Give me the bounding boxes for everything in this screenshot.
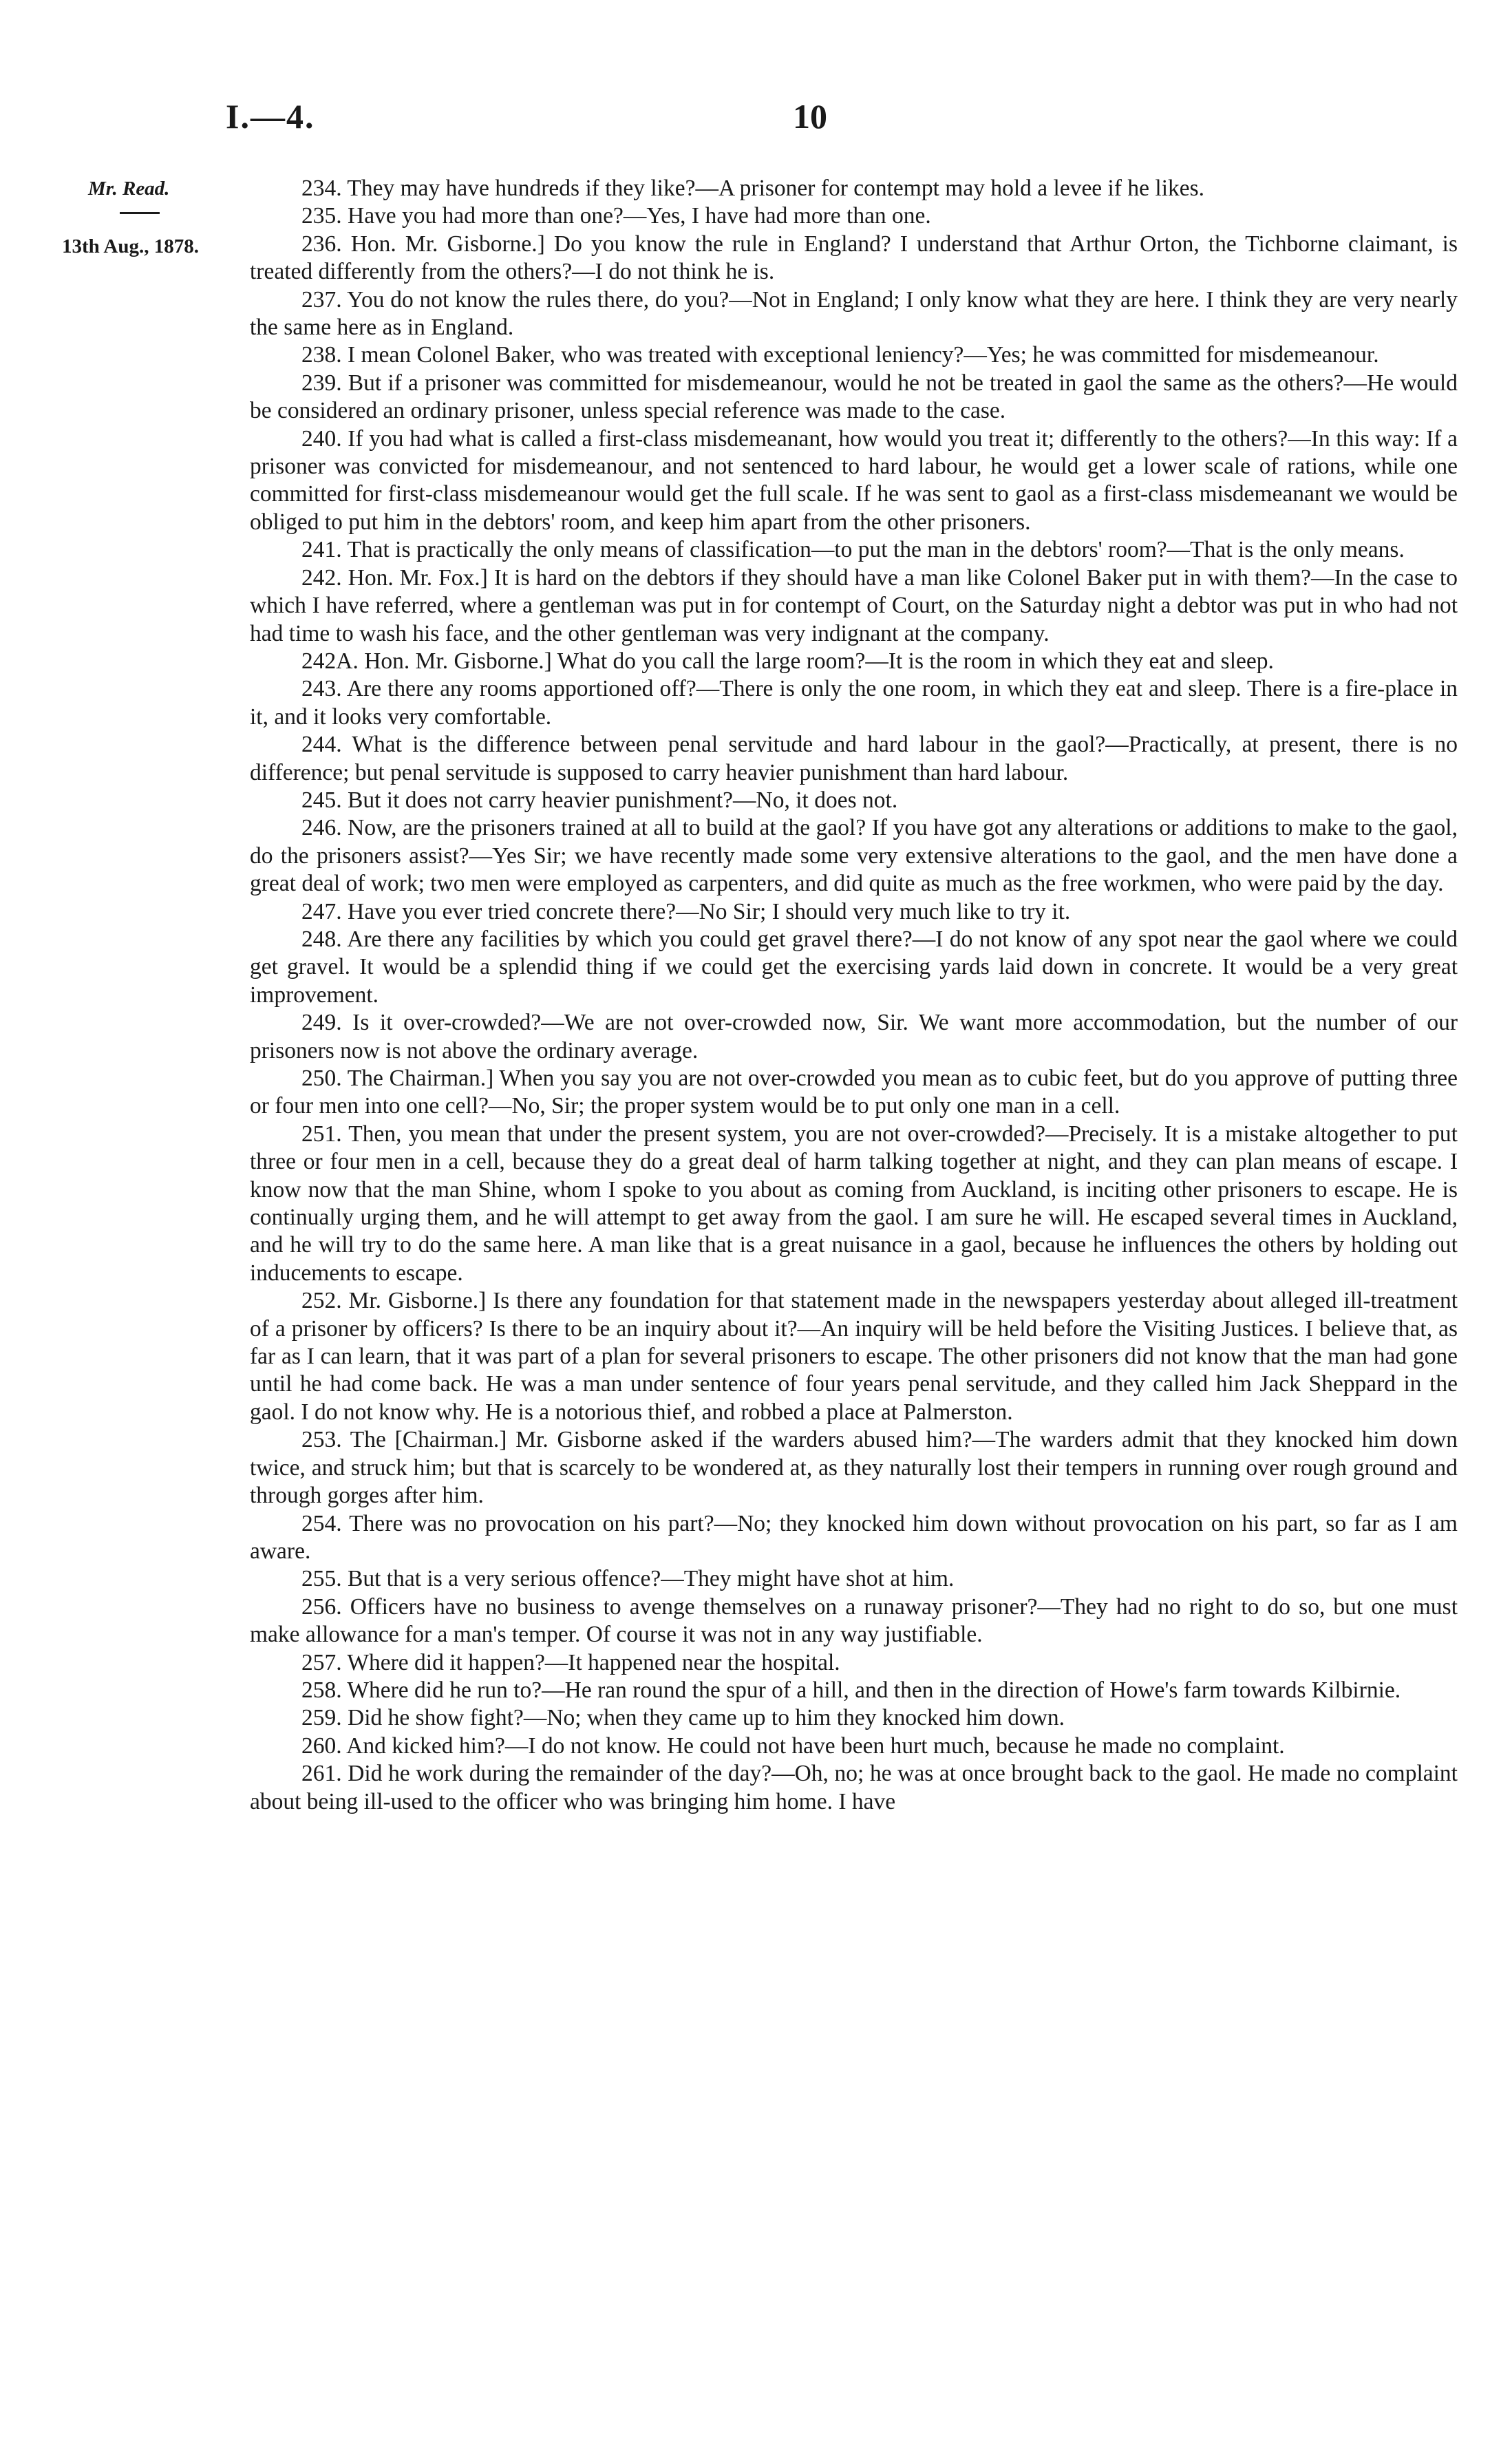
page-number: 10 <box>793 97 827 136</box>
paragraph-236: 236. Hon. Mr. Gisborne.] Do you know the rule in England? I understand that Arthur Orton, the Tichborne claimant, is treated differently from the others?—I do not think he is. <box>250 231 1458 285</box>
evidence-text <box>250 175 1458 1816</box>
paragraph-243: 243. Are there any rooms apportioned off?—There is only the one room, in which they eat and sleep. There is a fire-place in it, and it looks very comfortable. <box>250 676 1458 730</box>
paragraph-246: 246. Now, are the prisoners trained at all to build at the gaol? If you have got any alterations or additions to make to the gaol, do the prisoners assist?—Yes Sir; we have recently made some very extensive alterations to the gaol, and the men have done a great deal of work; two men were employed as carpenters, and did quite as much as the free workmen, who were paid by the day. <box>250 815 1458 897</box>
paragraph-248: 248. Are there any facilities by which you could get gravel there?—I do not know of any spot near the gaol where we could get gravel. It would be a splendid thing if we could get the exercising yards laid down in concrete. It would be a very great improvement. <box>250 926 1458 1008</box>
paragraph-237: 237. You do not know the rules there, do you?—Not in England; I only know what they are here. I think they are very nearly the same here as in England. <box>250 286 1458 341</box>
paragraph-256: 256. Officers have no business to avenge themselves on a runaway prisoner?—They had no right to do so, but one must make allowance for a man's temper. Of course it was not in any way justifiable. <box>250 1593 1458 1648</box>
paragraph-255: 255. But that is a very serious offence?—They might have shot at him. <box>301 1566 955 1592</box>
paragraph-257: 257. Where did it happen?—It happened near the hospital. <box>301 1649 840 1675</box>
paragraph-240: 240. If you had what is called a first-class misdemeanant, how would you treat it; differently to the others?—In this way: If a prisoner was convicted for misdemeanour, and not sentenced to hard labour, he would get a lower scale of rations, while one committed for first-class misdemeanour would get the full scale. If he was sent to gaol as a first-class misdemeanant we would be obliged to put him in the debtors' room, and keep him apart from the other prisoners. <box>250 425 1458 535</box>
paragraph-252: 252. Mr. Gisborne.] Is there any foundation for that statement made in the newspapers yesterday about alleged ill-treatment of a prisoner by officers? Is there to be an inquiry about it?—An inquiry will be held before the Visiting Justices. I believe that, as far as I can learn, that it was part of a plan for several prisoners to escape. The other prisoners did not know that the man had gone until he had come back. He was a man under sentence of four years penal servitude, and they called him Jack Sheppard in the gaol. I do not know why. He is a notorious thief, and robbed a place at Palmerston. <box>250 1288 1458 1425</box>
paragraph-251: 251. Then, you mean that under the present system, you are not over-crowded?—Precisely. It is a mistake altogether to put three or four men in a cell, because they do a great deal of harm talking together at night, and they can plan means of escape. I know now that the man Shine, whom I spoke to you about as coming from Auckland, is inciting other prisoners to escape. He is continually urging them, and he will attempt to get away from the gaol. I am sure he will. He escaped several times in Auckland, and he will try to do the same here. A man like that is a great nuisance in a gaol, because he influences the others by holding out inducements to escape. <box>250 1121 1458 1286</box>
paragraph-258: 258. Where did he run to?—He ran round the spur of a hill, and then in the direction of Howe's farm towards Kilbirnie. <box>301 1677 1401 1703</box>
margin-date: 13th Aug., 1878. <box>62 235 200 257</box>
margin-rule <box>120 212 160 214</box>
paragraph-242: 242. Hon. Mr. Fox.] It is hard on the debtors if they should have a man like Colonel Baker put in with them?—In the case to which I have referred, where a gentleman was put in for contempt of Court, on the Saturday night a debtor was put in who had not had time to wash his face, and the other gentleman was very indignant at the company. <box>250 564 1458 646</box>
paragraph-253: 253. The [Chairman.] Mr. Gisborne asked if the warders abused him?—The warders admit that they knocked him down twice, and struck him; but that is scarcely to be wondered at, as they naturally lost their tempers in running over rough ground and through gorges after him. <box>250 1427 1458 1509</box>
page-header <box>0 96 1512 145</box>
paper-reference: I.—4. <box>226 97 315 136</box>
paragraph-242a: 242A. Hon. Mr. Gisborne.] What do you call the large room?—It is the room in which they eat and sleep. <box>301 648 1274 674</box>
paragraph-254: 254. There was no provocation on his part?—No; they knocked him down without provocation on his part, so far as I am aware. <box>250 1510 1458 1564</box>
paragraph-247: 247. Have you ever tried concrete there?—No Sir; I should very much like to try it. <box>301 898 1071 924</box>
paragraph-261: 261. Did he work during the remainder of the day?—Oh, no; he was at once brought back to the gaol. He made no complaint about being ill-used to the officer who was bringing him home. I have <box>250 1761 1458 1814</box>
paragraph-260: 260. And kicked him?—I do not know. He could not have been hurt much, because he made no complaint. <box>301 1733 1285 1759</box>
paragraph-250: 250. The Chairman.] When you say you are not over-crowded you mean as to cubic feet, but do you approve of putting three or four men into one cell?—No, Sir; the proper system would be to put only one man in a cell. <box>250 1066 1458 1119</box>
paragraph-241: 241. That is practically the only means of classification—to put the man in the debtors' room?—That is the only means. <box>301 537 1405 563</box>
paragraph-234: 234. They may have hundreds if they like?—A prisoner for contempt may hold a levee if he likes. <box>301 176 1205 201</box>
paragraph-239: 239. But if a prisoner was committed for misdemeanour, would he not be treated in gaol the same as the others?—He would be considered an ordinary prisoner, unless special reference was made to the case. <box>250 370 1458 424</box>
paragraph-249: 249. Is it over-crowded?—We are not over-crowded now, Sir. We want more accommodation, but the number of our prisoners now is not above the ordinary average. <box>250 1010 1458 1063</box>
paragraph-259: 259. Did he show fight?—No; when they came up to him they knocked him down. <box>301 1705 1065 1731</box>
paragraph-235: 235. Have you had more than one?—Yes, I have had more than one. <box>301 203 931 229</box>
paragraph-245: 245. But it does not carry heavier punishment?—No, it does not. <box>301 787 898 813</box>
paragraph-244: 244. What is the difference between penal servitude and hard labour in the gaol?—Practically, at present, there is no difference; but penal servitude is supposed to carry heavier punishment than hard labour. <box>250 732 1458 785</box>
margin-witness-name: Mr. Read. <box>88 178 170 200</box>
paragraph-238: 238. I mean Colonel Baker, who was treated with exceptional leniency?—Yes; he was committed for misdemeanour. <box>301 342 1379 368</box>
